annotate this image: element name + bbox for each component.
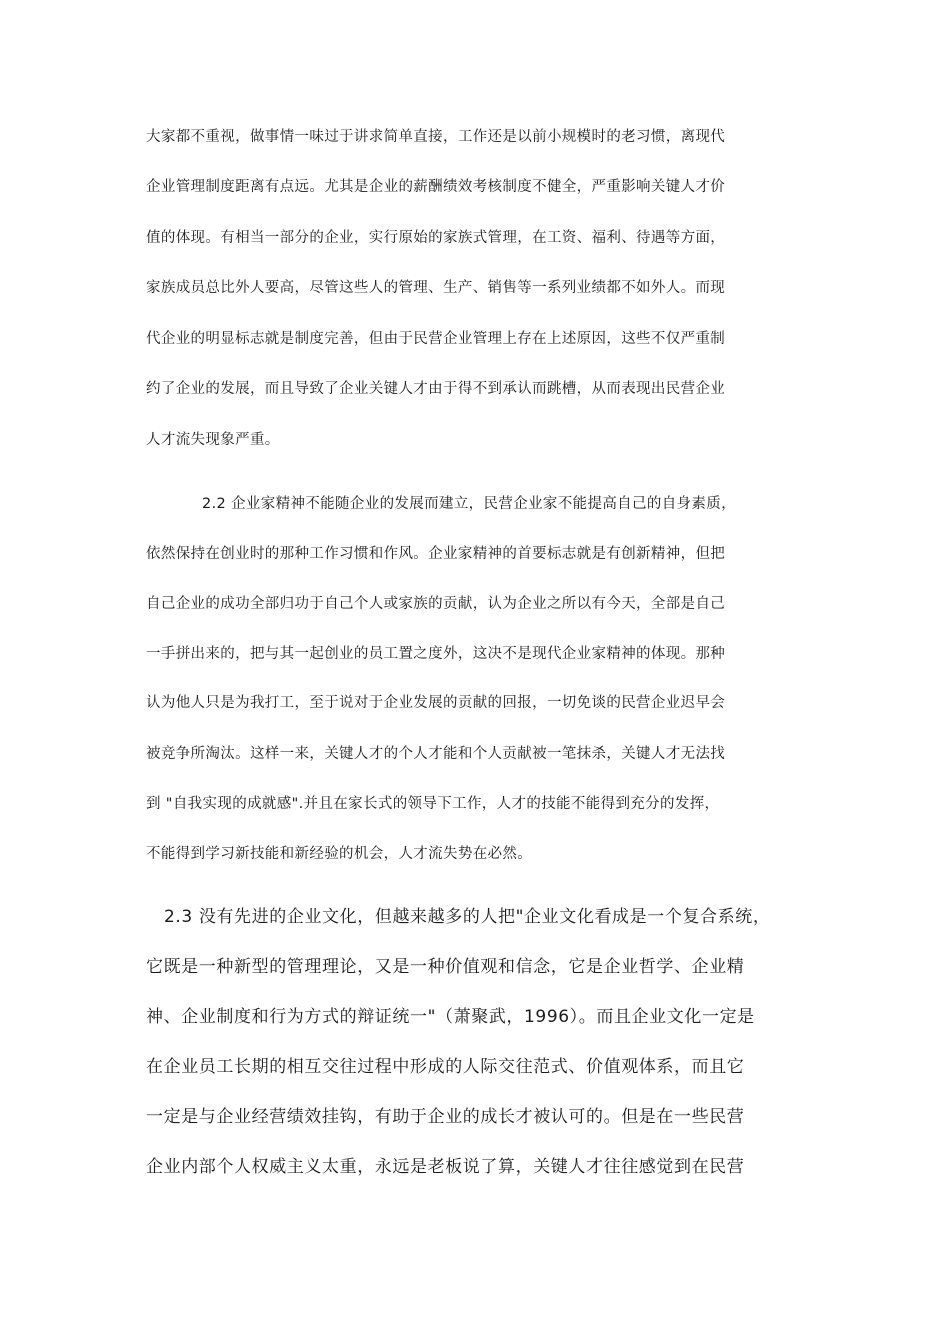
paragraph-line: 它既是一种新型的管理理论，又是一种价值观和信念，它是企业哲学、企业精 — [146, 957, 745, 977]
paragraph-line: 2.3 没有先进的企业文化，但越来越多的人把"企业文化看成是一个复合系统， — [164, 907, 771, 927]
paragraph-line: 约了企业的发展，而且导致了企业关键人才由于得不到承认而跳槽，从而表现出民营企业 — [146, 381, 726, 397]
paragraph-line: 大家都不重视，做事情一味过于讲求简单直接，工作还是以前小规模时的老习惯，离现代 — [146, 129, 726, 145]
paragraph-line: 企业管理制度距离有点远。尤其是企业的薪酬绩效考核制度不健全，严重影响关键人才价 — [146, 179, 726, 195]
paragraph-line: 不能得到学习新技能和新经验的机会，人才流失势在必然。 — [146, 846, 533, 862]
paragraph-line: 代企业的明显标志就是制度完善，但由于民营企业管理上存在上述原因，这些不仅严重制 — [146, 331, 726, 347]
paragraph-line: 2.2 企业家精神不能随企业的发展而建立，民营企业家不能提高自己的自身素质， — [202, 496, 736, 512]
paragraph-line: 认为他人只是为我打工，至于说对于企业发展的贡献的回报，一切免谈的民营企业迟早会 — [146, 695, 726, 711]
paragraph-line: 自己企业的成功全部归功于自己个人或家族的贡献，认为企业之所以有今天，全部是自己 — [146, 596, 726, 612]
paragraph-line: 依然保持在创业时的那种工作习惯和作风。企业家精神的首要标志就是有创新精神，但把 — [146, 546, 726, 562]
paragraph-line: 家族成员总比外人要高，尽管这些人的管理、生产、销售等一系列业绩都不如外人。而现 — [146, 280, 726, 296]
paragraph-line: 被竞争所淘汰。这样一来，关键人才的个人才能和个人贡献被一笔抹杀，关键人才无法找 — [146, 746, 726, 762]
paragraph-line: 值的体现。有相当一部分的企业，实行原始的家族式管理，在工资、福利、待遇等方面， — [146, 230, 726, 246]
paragraph-line: 一定是与企业经营绩效挂钩，有助于企业的成长才被认可的。但是在一些民营 — [146, 1107, 745, 1127]
paragraph-line: 企业内部个人权威主义太重，永远是老板说了算，关键人才往往感觉到在民营 — [146, 1157, 745, 1177]
paragraph-line: 一手拼出来的，把与其一起创业的员工置之度外，这决不是现代企业家精神的体现。那种 — [146, 646, 726, 662]
paragraph-line: 到 "自我实现的成就感".并且在家长式的领导下工作，人才的技能不能得到充分的发挥， — [146, 796, 720, 812]
paragraph-line: 神、企业制度和行为方式的辩证统一"（萧聚武，1996）。而且企业文化一定是 — [146, 1007, 755, 1027]
paragraph-line: 人才流失现象严重。 — [146, 432, 280, 448]
paragraph-line: 在企业员工长期的相互交往过程中形成的人际交往范式、价值观体系，而且它 — [146, 1057, 745, 1077]
